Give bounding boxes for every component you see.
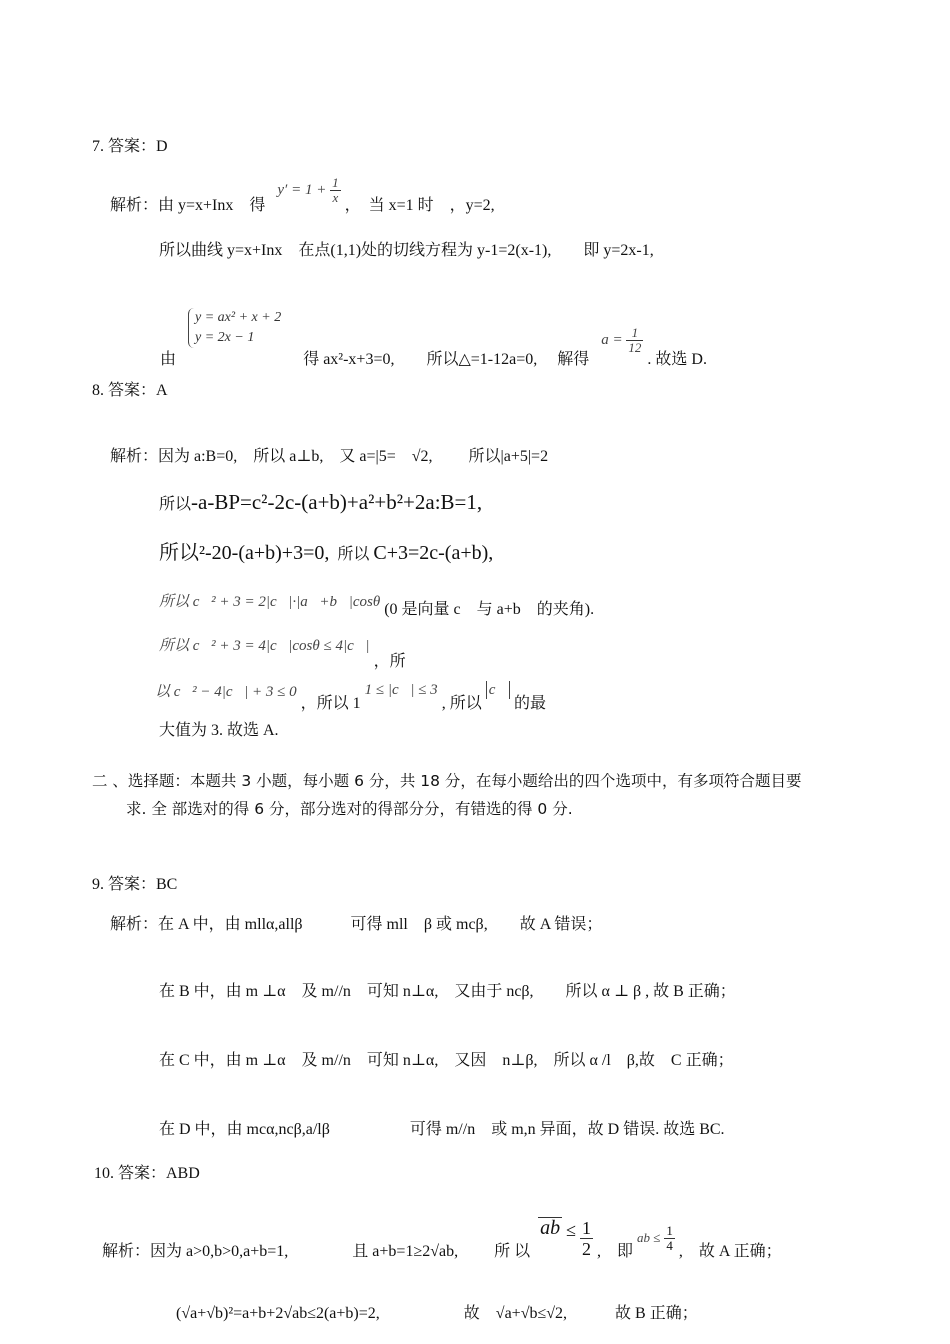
q10-ab-le: ab ≤ — [637, 1230, 661, 1246]
q7-line1 — [110, 175, 495, 220]
q10-quarter-num: 1 — [666, 1223, 673, 1238]
q7-a-fraction — [626, 326, 643, 355]
q10-line1-text-a: 解析：因为 a>0,b>0,a+b=1, 且 a+b=1≥2√ab, 所 以 — [102, 1243, 531, 1261]
q7-line3-text-a: 由 — [160, 350, 177, 368]
q7-a-value — [601, 326, 643, 355]
q10-line1 — [102, 1204, 782, 1261]
q8-answer: 8. 答案：A — [92, 382, 168, 399]
q10-half-den: 2 — [582, 1239, 592, 1259]
q7-a-num: 1 — [626, 326, 643, 341]
q7-answer: 7. 答案：D — [92, 138, 168, 155]
q7-equation-system — [188, 308, 281, 348]
q7-a-den: 12 — [628, 339, 642, 355]
q9-line3: 在 C 中，由 m ⊥α 及 m//n 可知 n⊥α, 又因 n⊥β, 所以 α /l β,故 C 正确； — [159, 1052, 734, 1069]
q8-line6-text-c: 的最 — [514, 695, 547, 712]
q10-half-fraction — [580, 1218, 593, 1259]
q8-line6-text-b: , 所以 — [441, 695, 482, 712]
q7-frac-num: 1 — [332, 175, 339, 190]
q7-system-eq2: y = 2x − 1 — [195, 330, 255, 345]
q7-a-eq: a = — [601, 331, 623, 348]
q8-line3-expr-a: 所以²-20-(a+b)+3=0, — [159, 542, 330, 564]
q10-quarter-den: 4 — [666, 1238, 673, 1253]
q9-line1: 解析：在 A 中，由 mllα,allβ 可得 mll β 或 mcβ, 故 A 错误； — [110, 916, 603, 933]
q7-derivative-lhs: y′ = 1 + — [277, 181, 327, 198]
q7-frac-den: x — [332, 190, 339, 205]
q8-line6-abs: c⃗ — [486, 681, 510, 699]
q7-derivative-fraction — [330, 176, 341, 205]
q7-line3 — [160, 308, 707, 368]
q7-line3-text-c: . 故选 D. — [647, 350, 707, 368]
q8-line6-expr: 以 c⃗² − 4|c⃗| + 3 ≤ 0 — [155, 684, 297, 700]
q8-line2 — [159, 489, 482, 515]
q10-sqrt-ab: ab — [540, 1217, 561, 1240]
q8-line2-prefix: 所以 — [159, 496, 192, 513]
q7-line3-text-b: 得 ax²-x+3=0, 所以△=1-12a=0, 解得 — [303, 350, 590, 368]
q10-quarter-fraction — [664, 1224, 675, 1253]
q8-line4-note: (0 是向量 c 与 a+b 的夹角). — [384, 601, 595, 618]
q8-line5-expr: 所以 c⃗² + 3 = 4|c⃗|cosθ ≤ 4|c⃗| — [159, 638, 370, 654]
q8-line1: 解析：因为 a:B=0, 所以 a⊥b, 又 a=|5= √2, 所以|a+5|=2 — [110, 448, 549, 465]
q9-answer: 9. 答案：BC — [92, 876, 178, 893]
q8-line6-ineq: 1 ≤ |c⃗| ≤ 3 — [364, 682, 438, 698]
section2-line1: 二 、选择题：本题共 3 小题，每小题 6 分，共 18 分，在每小题给出的四个选项中，有多项符合题目要 — [92, 772, 802, 790]
q8-line5 — [159, 636, 406, 670]
q8-line5-text: ，所 — [373, 653, 406, 670]
q10-answer: 10. 答案：ABD — [94, 1165, 200, 1182]
q10-half-num: 1 — [582, 1218, 592, 1238]
q7-line2: 所以曲线 y=x+Inx 在点(1,1)处的切线方程为 y-1=2(x-1), 即 y=2x-1, — [159, 242, 654, 259]
q8-line4 — [159, 592, 595, 618]
q8-line4-expr: 所以 c⃗² + 3 = 2|c⃗|·|a⃗+b⃗|cosθ — [159, 594, 381, 610]
q8-line2-expr: -a-BP=c²-2c-(a+b)+a²+b²+2a:B=1, — [191, 490, 483, 514]
section2-line2: 求. 全 部选对的得 6 分，部分选对的得部分分，有错选的得 0 分. — [126, 800, 573, 818]
q8-line3-expr-b: C+3=2c-(a+b), — [373, 542, 494, 564]
q7-system-eq1: y = ax² + x + 2 — [195, 310, 282, 325]
q8-line3 — [159, 540, 493, 566]
q10-line1-text-c: , 故 A 正确； — [678, 1243, 782, 1261]
q8-line3-prefix: 所以 — [337, 546, 370, 563]
q8-line7: 大值为 3. 故选 A. — [159, 722, 279, 739]
q7-derivative — [277, 176, 340, 205]
q10-line1-text-b: , 即 — [597, 1243, 634, 1261]
q9-line4: 在 D 中，由 mcα,ncβ,a/lβ 可得 m//n 或 m,n 异面，故 D 错误. 故选 BC. — [159, 1121, 725, 1138]
q10-le-symbol: ≤ — [566, 1220, 577, 1241]
q8-line6-text-a: ，所以 1 — [300, 695, 361, 712]
q10-line2: (√a+√b)²=a+b+2√ab≤2(a+b)=2, 故 √a+√b≤√2, 故 B 正确； — [176, 1305, 698, 1322]
q8-line6 — [155, 682, 547, 712]
q7-line1-text-a: 解析：由 y=x+Inx 得 — [110, 196, 266, 214]
q9-line2: 在 B 中，由 m ⊥α 及 m//n 可知 n⊥α, 又由于 ncβ, 所以 α ⊥ β , 故 B 正确； — [159, 983, 736, 1000]
q7-line1-text-b: ， 当 x=1 时 ，y=2, — [344, 196, 495, 214]
